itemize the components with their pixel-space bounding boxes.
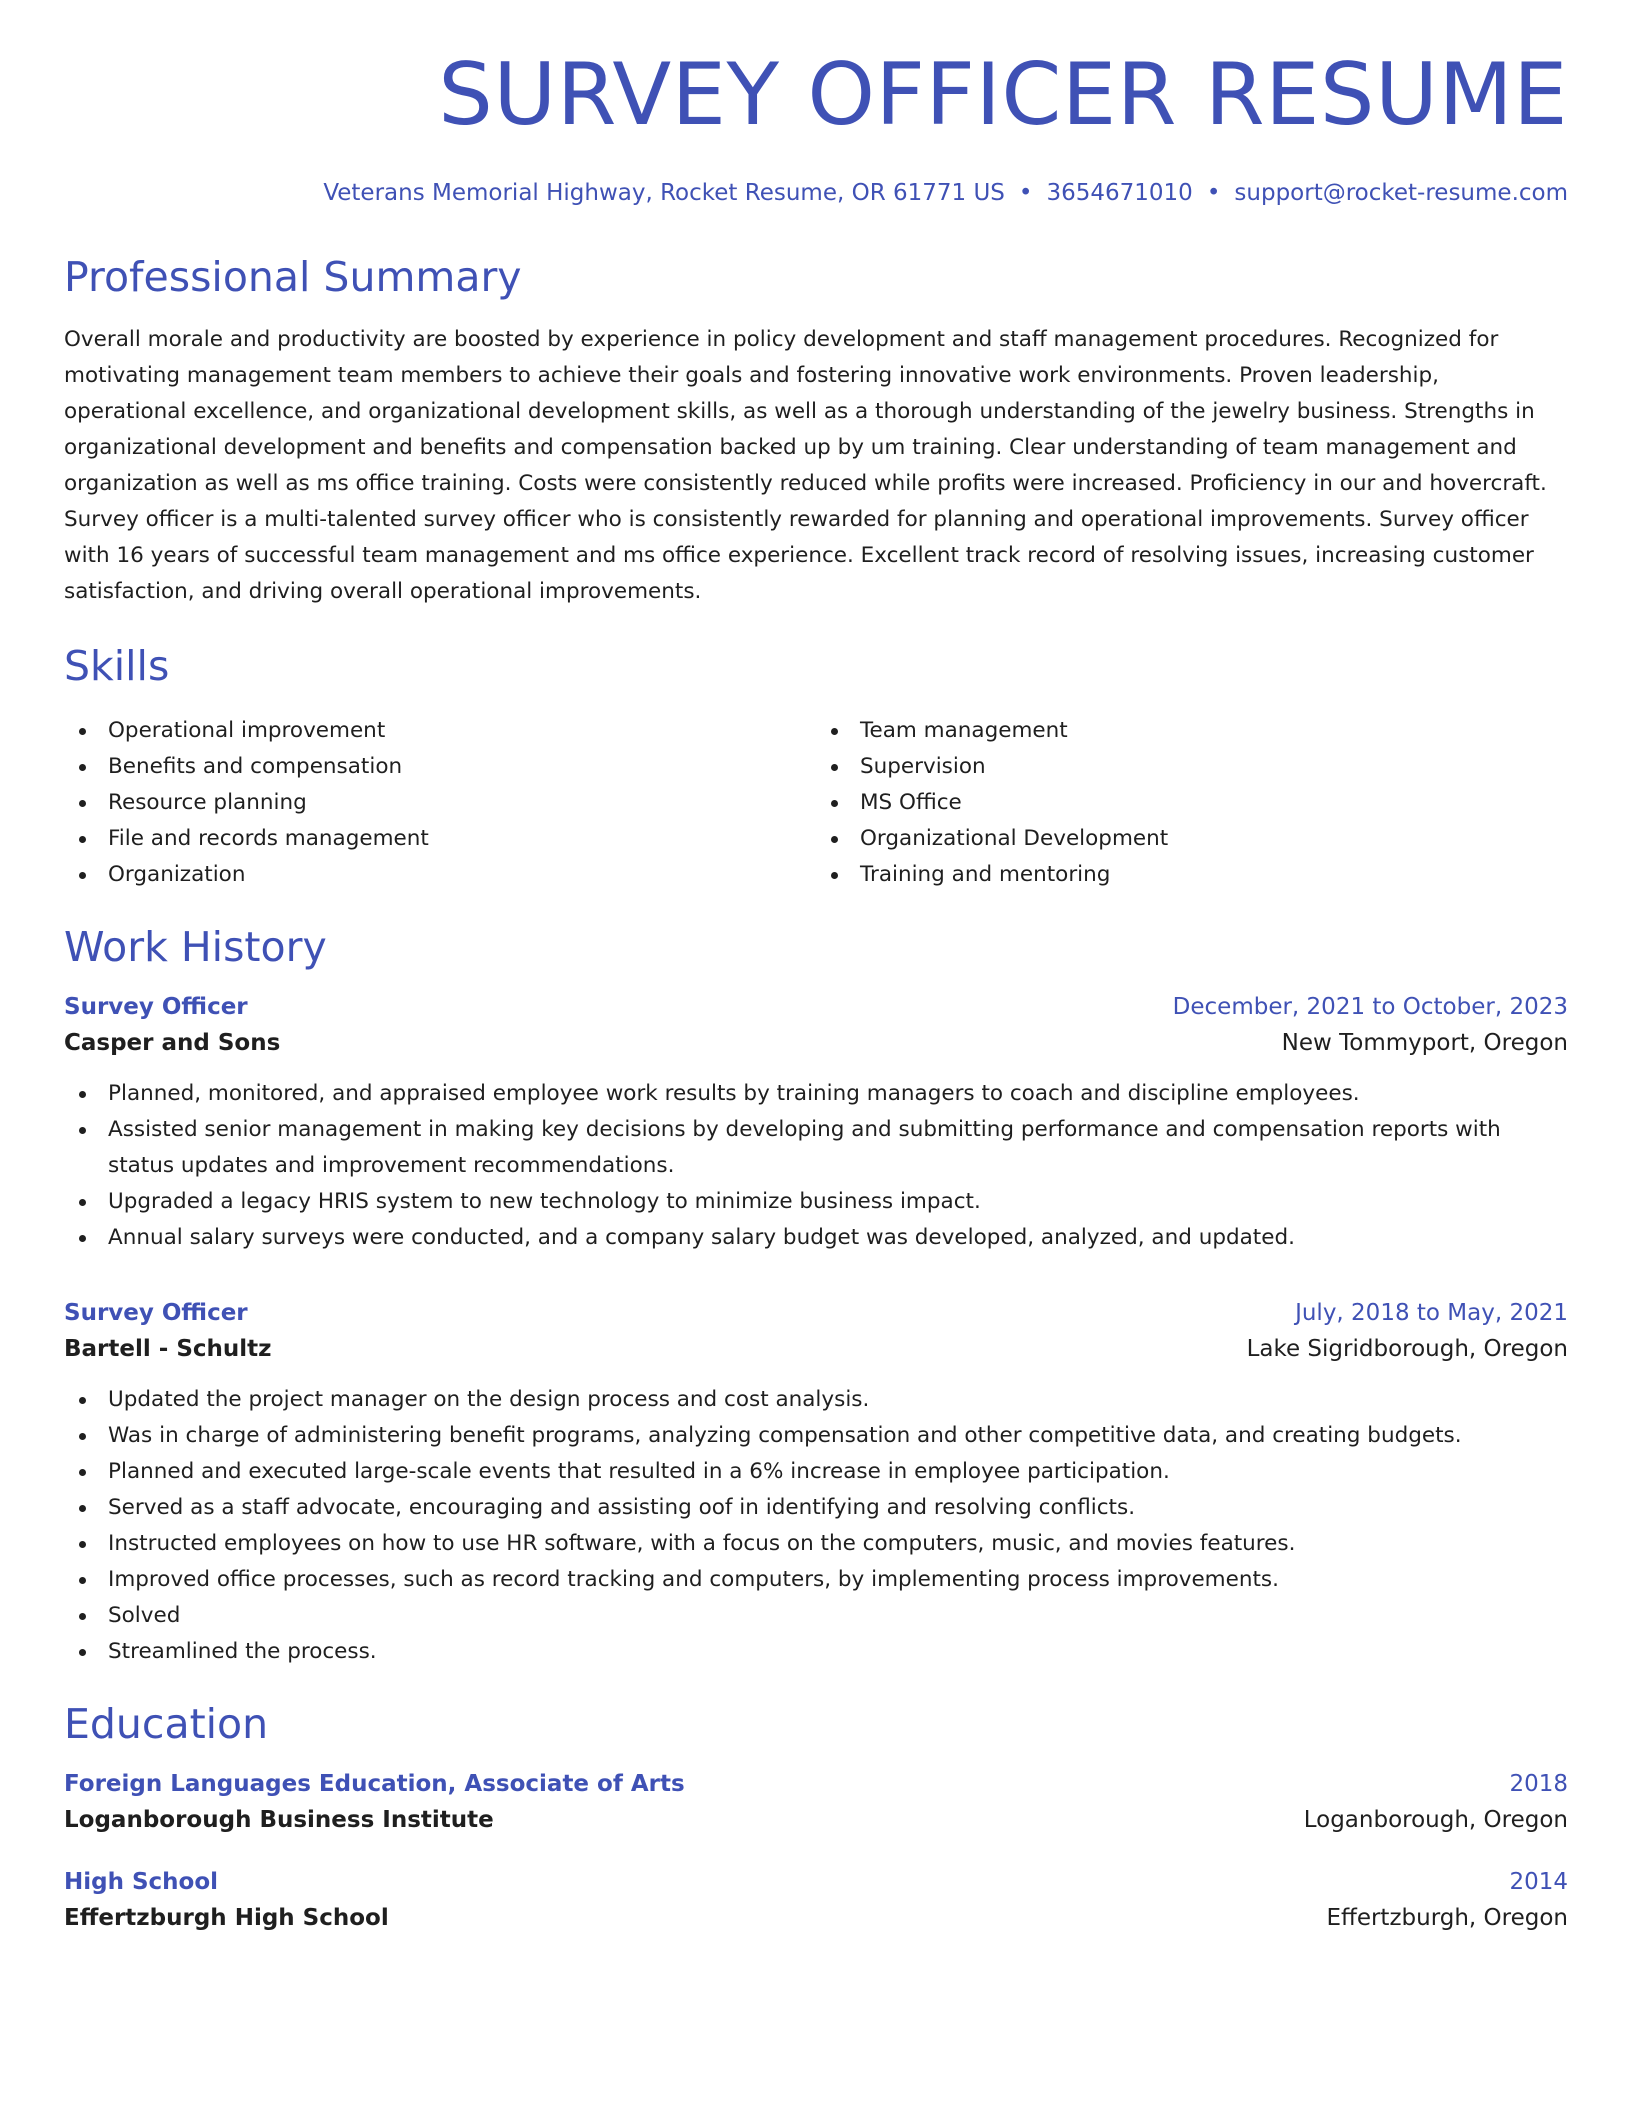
education-year: 2018 bbox=[1509, 1771, 1568, 1797]
contact-email[interactable]: support@rocket-resume.com bbox=[1234, 180, 1568, 206]
section-heading: Skills bbox=[64, 642, 170, 690]
job-bullet: Annual salary surveys were conducted, and a company salary budget was developed, analyzed, and updated. bbox=[64, 1220, 1568, 1256]
job-bullet: Streamlined the process. bbox=[64, 1634, 1568, 1670]
job-employer: Bartell - Schultz bbox=[64, 1336, 272, 1362]
job-entry bbox=[64, 1296, 1568, 1670]
skills-grid bbox=[64, 713, 1568, 893]
skill-item: Benefits and compensation bbox=[64, 749, 816, 785]
job-bullet: Updated the project manager on the design process and cost analysis. bbox=[64, 1382, 1568, 1418]
contact-line bbox=[64, 182, 1568, 205]
skill-item: Operational improvement bbox=[64, 713, 816, 749]
job-bullet: Assisted senior management in making key decisions by developing and submitting performance and compensation reports with status updates and improvement recommendations. bbox=[64, 1112, 1568, 1184]
contact-address: Veterans Memorial Highway, Rocket Resume, OR 61771 US bbox=[323, 180, 1005, 206]
skills-column-right bbox=[816, 713, 1568, 893]
job-bullet: Planned, monitored, and appraised employee work results by training managers to coach and discipline employees. bbox=[64, 1076, 1568, 1112]
education-section bbox=[64, 1700, 1568, 1937]
job-bullet: Solved bbox=[64, 1598, 1568, 1634]
summary-text: Overall morale and productivity are boosted by experience in policy development and staff management procedures. Recognized for motivating management team members to achieve their goals and fostering innovative work environments. Proven leadership, operational excellence, and organizational development skills, as well as a thorough understanding of the jewelry business. Strengths in organizational development and benefits and compensation backed up by um training. Clear understanding of team management and organization as well as ms office training. Costs were consistently reduced while profits were increased. Proficiency in our and hovercraft. Survey officer is a multi-talented survey officer who is consistently rewarded for planning and operational improvements. Survey officer with 16 years of successful team management and ms office experience. Excellent track record of resolving issues, increasing customer satisfaction, and driving overall operational improvements. bbox=[64, 327, 1547, 604]
skill-item: Organizational Development bbox=[816, 821, 1568, 857]
job-bullet: Instructed employees on how to use HR software, with a focus on the computers, music, and movies features. bbox=[64, 1526, 1568, 1562]
education-school-row bbox=[64, 1801, 1568, 1839]
contact-separator: • bbox=[1206, 180, 1221, 206]
education-year: 2014 bbox=[1509, 1869, 1568, 1895]
education-location: Effertzburgh, Oregon bbox=[1326, 1905, 1568, 1931]
education-location: Loganborough, Oregon bbox=[1303, 1807, 1568, 1833]
skill-item: MS Office bbox=[816, 785, 1568, 821]
job-title-row bbox=[64, 990, 1568, 1024]
job-title-row bbox=[64, 1296, 1568, 1330]
education-degree-row bbox=[64, 1767, 1568, 1801]
job-bullet: Served as a staff advocate, encouraging and assisting oof in identifying and resolving conflicts. bbox=[64, 1490, 1568, 1526]
education-degree-row bbox=[64, 1865, 1568, 1899]
job-bullets bbox=[64, 1076, 1568, 1256]
resume-header bbox=[64, 0, 1568, 205]
skill-item: Resource planning bbox=[64, 785, 816, 821]
job-employer-row bbox=[64, 1024, 1568, 1062]
section-heading: Education bbox=[64, 1700, 269, 1748]
skill-item: Training and mentoring bbox=[816, 857, 1568, 893]
education-degree: Foreign Languages Education, Associate of Arts bbox=[64, 1771, 685, 1797]
section-heading: Work History bbox=[64, 923, 327, 971]
education-school: Effertzburgh High School bbox=[64, 1905, 389, 1931]
job-employer: Casper and Sons bbox=[64, 1030, 281, 1056]
section-heading: Professional Summary bbox=[64, 253, 522, 301]
education-school: Loganborough Business Institute bbox=[64, 1807, 494, 1833]
job-title: Survey Officer bbox=[64, 1300, 248, 1326]
page-title: SURVEY OFFICER RESUME bbox=[438, 45, 1568, 145]
contact-separator: • bbox=[1018, 180, 1033, 206]
job-dates: July, 2018 to May, 2021 bbox=[1295, 1300, 1568, 1326]
skills-column-left bbox=[64, 713, 816, 893]
skills-section bbox=[64, 642, 1568, 893]
job-title: Survey Officer bbox=[64, 994, 248, 1020]
job-location: New Tommyport, Oregon bbox=[1281, 1030, 1568, 1056]
job-bullet: Was in charge of administering benefit programs, analyzing compensation and other competitive data, and creating budgets. bbox=[64, 1418, 1568, 1454]
job-employer-row bbox=[64, 1330, 1568, 1368]
professional-summary-section bbox=[64, 253, 1568, 610]
education-entry bbox=[64, 1865, 1568, 1937]
work-history-section bbox=[64, 923, 1568, 1670]
skill-item: Supervision bbox=[816, 749, 1568, 785]
job-dates: December, 2021 to October, 2023 bbox=[1172, 994, 1568, 1020]
job-bullet: Improved office processes, such as record tracking and computers, by implementing process improvements. bbox=[64, 1562, 1568, 1598]
job-location: Lake Sigridborough, Oregon bbox=[1246, 1336, 1568, 1362]
skill-item: Organization bbox=[64, 857, 816, 893]
education-degree: High School bbox=[64, 1869, 219, 1895]
contact-phone: 3654671010 bbox=[1046, 180, 1193, 206]
job-bullets bbox=[64, 1382, 1568, 1670]
job-bullet: Planned and executed large-scale events that resulted in a 6% increase in employee participation. bbox=[64, 1454, 1568, 1490]
job-bullet: Upgraded a legacy HRIS system to new technology to minimize business impact. bbox=[64, 1184, 1568, 1220]
job-entry bbox=[64, 990, 1568, 1256]
education-school-row bbox=[64, 1899, 1568, 1937]
education-entry bbox=[64, 1767, 1568, 1839]
skill-item: Team management bbox=[816, 713, 1568, 749]
skill-item: File and records management bbox=[64, 821, 816, 857]
